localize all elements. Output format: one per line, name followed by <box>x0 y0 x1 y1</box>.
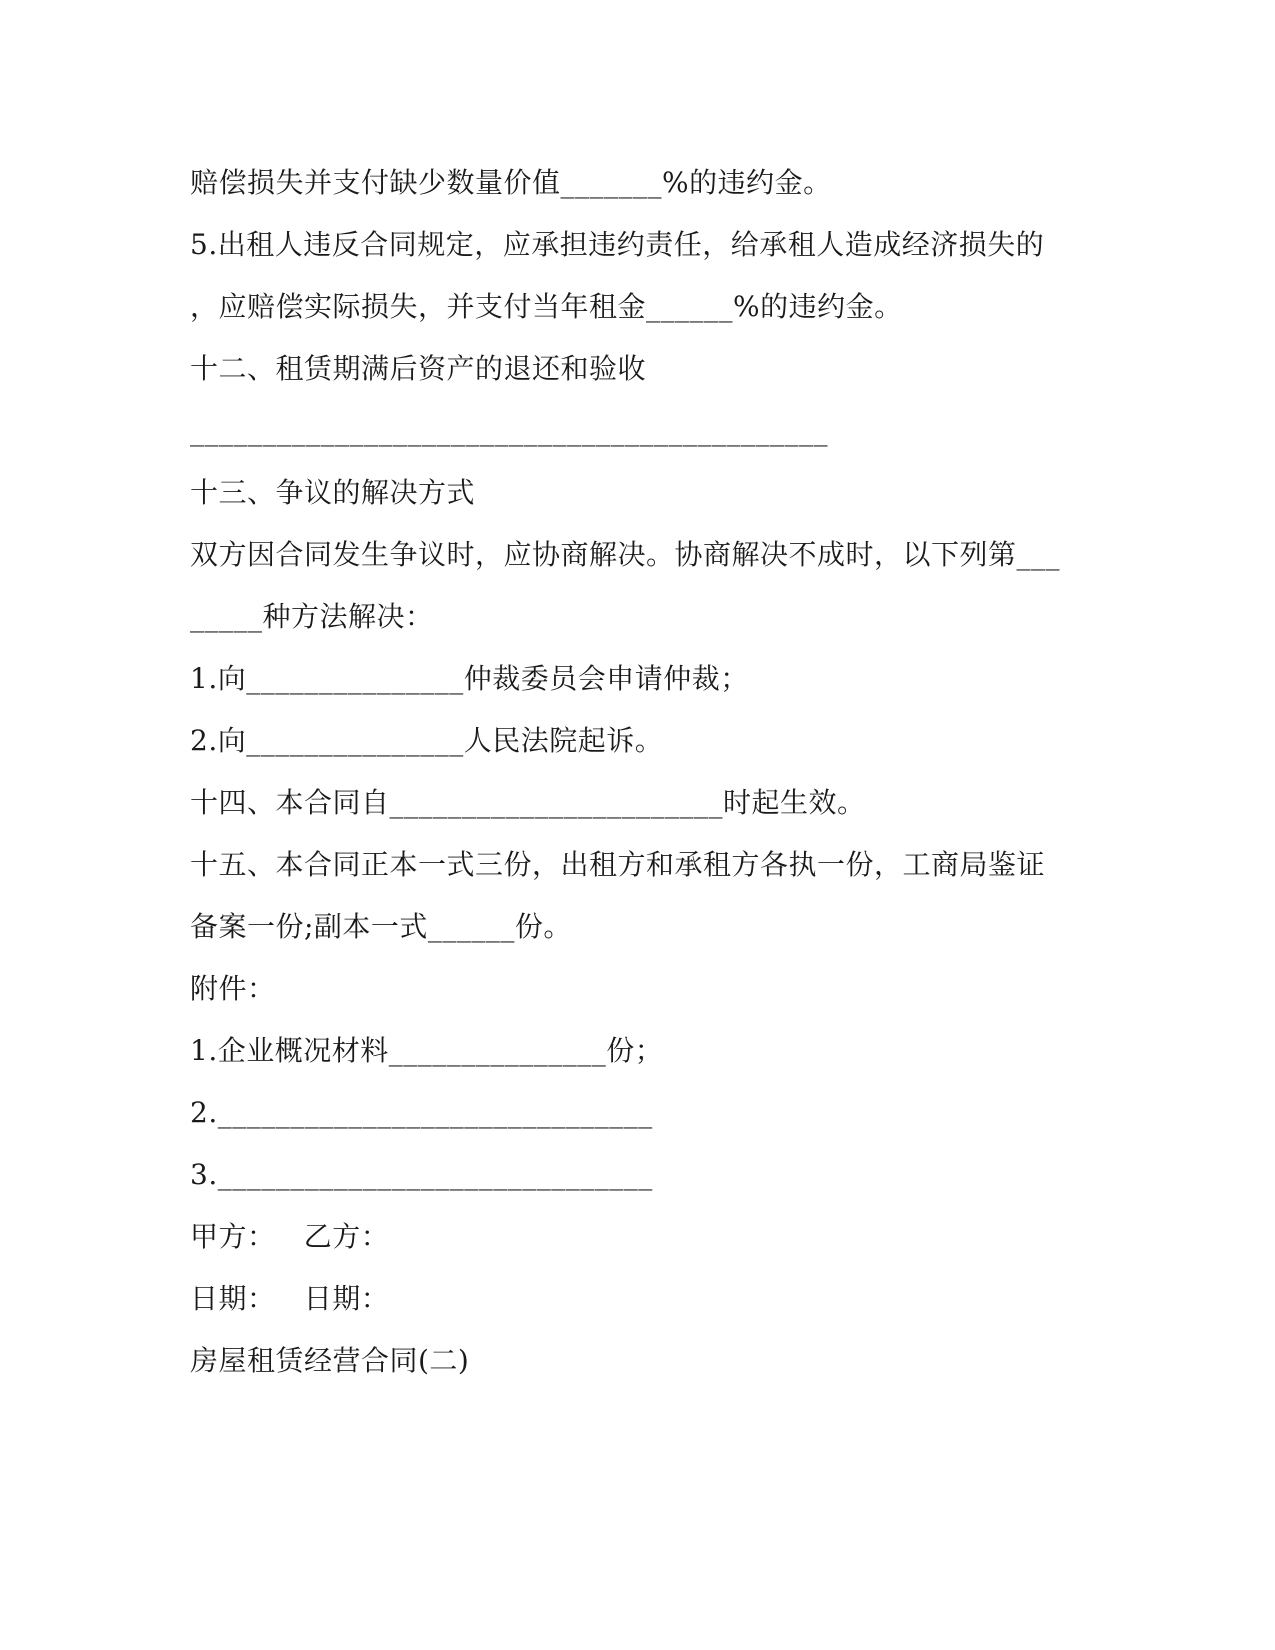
attachments-heading: 附件： <box>190 972 276 1005</box>
signature-dates: 日期： 日期： <box>190 1282 390 1315</box>
signature-parties: 甲方： 乙方： <box>190 1220 390 1253</box>
list-item-court: 2.向_______________人民法院起诉。 <box>190 724 664 757</box>
text-line-dispute-cont: _____种方法解决： <box>190 600 434 633</box>
attachment-item-1: 1.企业概况材料_______________份； <box>190 1034 664 1067</box>
next-contract-title: 房屋租赁经营合同(二) <box>190 1344 470 1377</box>
text-line-clause-5: 5.出租人违反合同规定，应承担违约责任，给承租人造成经济损失的 <box>190 228 1045 261</box>
text-line-copies: 备案一份;副本一式______份。 <box>190 910 572 943</box>
text-line-clause-5-cont: ，应赔偿实际损失，并支付当年租金______%的违约金。 <box>190 290 903 323</box>
blank-line-section-12: ____________________________________________ <box>190 414 828 447</box>
attachment-item-2: 2.______________________________ <box>190 1096 653 1129</box>
section-heading-15: 十五、本合同正本一式三份，出租方和承租方各执一份，工商局鉴证 <box>190 848 1046 881</box>
text-line-compensation: 赔偿损失并支付缺少数量价值_______%的违约金。 <box>190 166 832 199</box>
section-heading-13: 十三、争议的解决方式 <box>190 476 476 509</box>
section-heading-12: 十二、租赁期满后资产的退还和验收 <box>190 352 647 385</box>
list-item-arbitration: 1.向_______________仲裁委员会申请仲裁； <box>190 662 749 695</box>
attachment-item-3: 3.______________________________ <box>190 1158 653 1191</box>
section-heading-14: 十四、本合同自_______________________时起生效。 <box>190 786 866 819</box>
text-line-dispute: 双方因合同发生争议时，应协商解决。协商解决不成时，以下列第___ <box>190 538 1061 571</box>
